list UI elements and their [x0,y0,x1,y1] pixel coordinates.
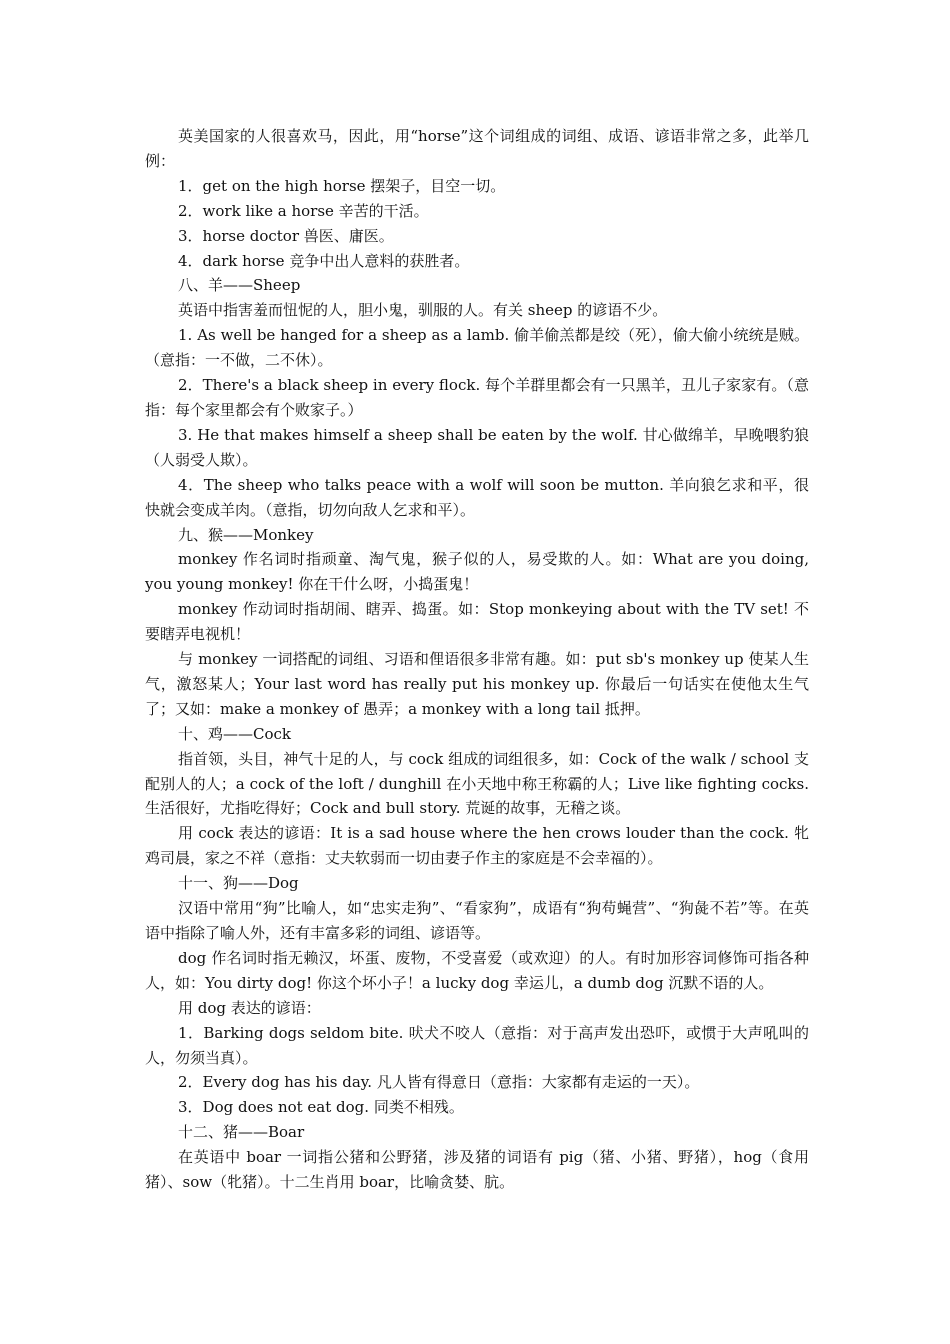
paragraph: monkey 作动词时指胡闹、瞎弄、捣蛋。如：Stop monkeying about with the TV set! 不要瞎弄电视机！ [145,600,809,644]
document-body [145,124,809,1195]
list-item: 2．Every dog has his day. 凡人皆有得意日（意指：大家都有走运的一天）。 [178,1073,700,1092]
paragraph: dog 作名词时指无赖汉，坏蛋、废物，不受喜爱（或欢迎）的人。有时加形容词修饰可指各种人，如：You dirty dog! 你这个坏小子！a lucky dog 幸运儿，a dumb dog 沉默不语的人。 [145,948,809,992]
list-item: 3．Dog does not eat dog. 同类不相残。 [178,1098,464,1117]
paragraph: 在英语中 boar 一词指公猪和公野猪，涉及猪的词语有 pig（猪、小猪、野猪），hog（食用猪）、sow（牝猪）。十二生肖用 boar，比喻贪婪、肮。 [145,1148,809,1192]
paragraph: 英语中指害羞而忸怩的人，胆小鬼，驯服的人。有关 sheep 的谚语不少。 [178,301,668,320]
paragraph: 与 monkey 一词搭配的词组、习语和俚语很多非常有趣。如：put sb's monkey up 使某人生气，激怒某人；Your last word has really put his monkey up. 你最后一句话实在使他太生气了；又如：make a monkey of 愚弄；a monkey with a long tail 抵押。 [145,650,809,718]
section-heading-dog: 十一、狗——Dog [178,874,299,893]
list-item: 1．get on the high horse 摆架子，目空一切。 [178,176,506,195]
list-item: 2．There's a black sheep in every flock. 每个羊群里都会有一只黑羊，丑儿子家家有。（意指：每个家里都会有个败家子。） [145,376,809,419]
list-item: 3．horse doctor 兽医、庸医。 [178,226,394,245]
list-item: 1. As well be hanged for a sheep as a lamb. 偷羊偷羔都是绞（死），偷大偷小统统是贼。（意指：一不做，二不休）。 [145,326,809,370]
paragraph: 指首领，头目，神气十足的人，与 cock 组成的词组很多，如：Cock of the walk / school 支配别人的人；a cock of the loft / dunghill 在小天地中称王称霸的人；Live like fighting cocks. 生活很好，尤指吃得好；Cock and bull story. 荒诞的故事，无稽之谈。 [145,749,809,818]
list-item: 4．dark horse 竞争中出人意料的获胜者。 [178,251,470,270]
paragraph: monkey 作名词时指顽童、淘气鬼，猴子似的人，易受欺的人。如：What are you doing, you young monkey! 你在干什么呀，小捣蛋鬼！ [145,550,809,594]
list-item: 1．Barking dogs seldom bite. 吠犬不咬人（意指：对于高声发出恐吓，或惯于大声吼叫的人，勿须当真）。 [145,1023,809,1067]
section-heading-boar: 十二、猪——Boar [178,1123,305,1142]
section-heading-monkey: 九、猴——Monkey [178,525,314,544]
list-item: 3. He that makes himself a sheep shall be eaten by the wolf. 甘心做绵羊，早晚喂豹狼（人弱受人欺）。 [145,425,809,469]
paragraph: 汉语中常用“狗”比喻人，如“忠实走狗”、“看家狗”，成语有“狗苟蝇营”、“狗彘不若”等。在英语中指除了喻人外，还有丰富多彩的词组、谚语等。 [145,899,809,942]
paragraph: 英美国家的人很喜欢马，因此，用“horse”这个词组成的词组、成语、谚语非常之多，此举几例： [145,127,809,170]
paragraph: 用 dog 表达的谚语： [178,998,321,1017]
list-item: 2．work like a horse 辛苦的干活。 [178,201,429,220]
paragraph: 用 cock 表达的谚语：It is a sad house where the hen crows louder than the cock. 牝鸡司晨，家之不祥（意指：丈夫软弱而一切由妻子作主的家庭是不会幸福的）。 [145,824,809,868]
section-heading-sheep: 八、羊——Sheep [178,276,301,295]
list-item: 4．The sheep who talks peace with a wolf will soon be mutton. 羊向狼乞求和平，很快就会变成羊肉。（意指，切勿向敌人乞求和平）。 [145,475,809,519]
section-heading-cock: 十、鸡——Cock [178,724,291,743]
